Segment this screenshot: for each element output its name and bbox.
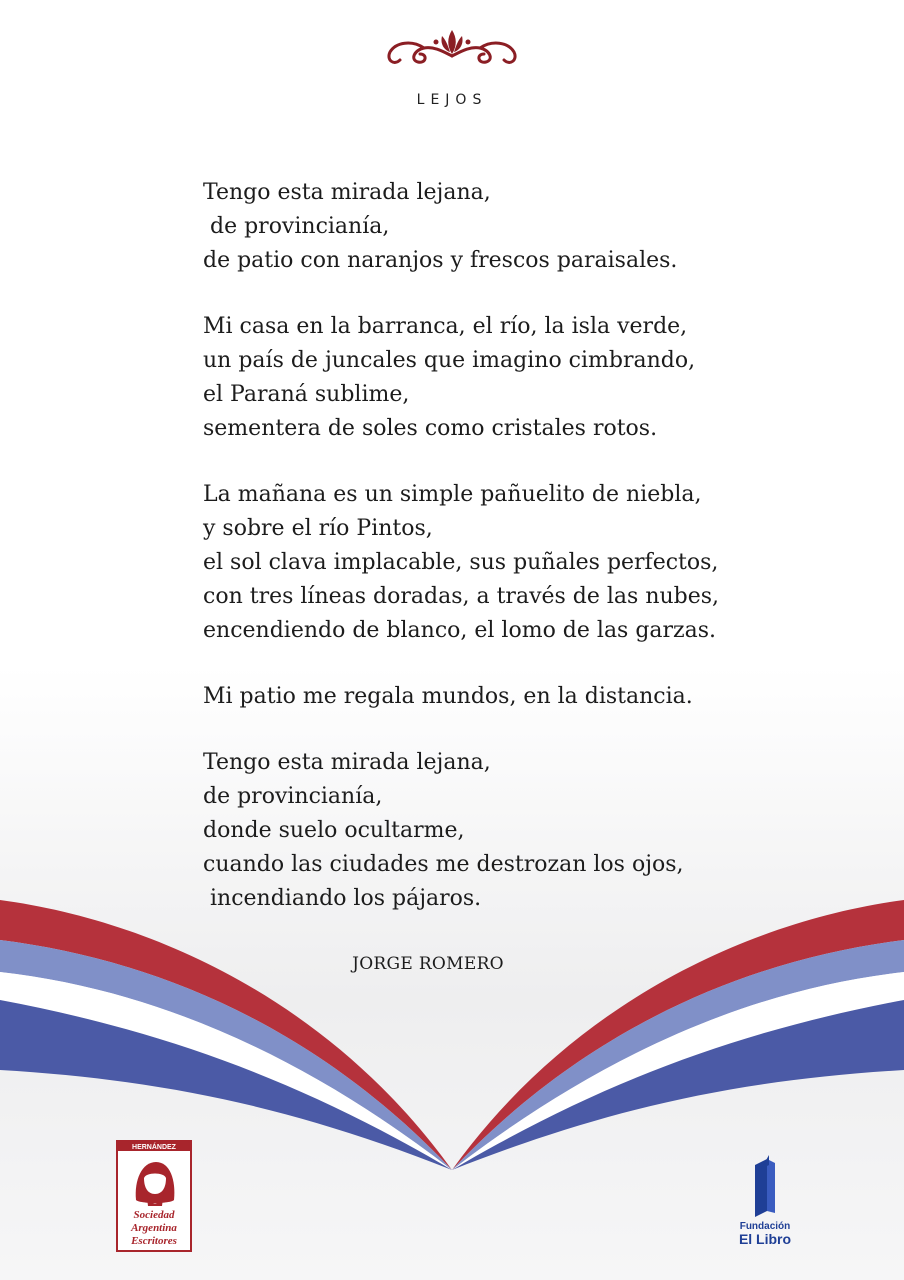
poem-line: de provincianía, [203, 214, 390, 239]
book-icon [737, 1155, 793, 1217]
fundacion-label: Fundación [739, 1221, 791, 1232]
svg-text:Argentina: Argentina [131, 1222, 177, 1234]
poem-line: y sobre el río Pintos, [203, 516, 433, 541]
poem-line: incendiando los pájaros. [203, 886, 482, 911]
sociedad-argentina-escritores-logo [116, 1140, 192, 1252]
svg-text:HERNÁNDEZ: HERNÁNDEZ [132, 1144, 176, 1151]
poem-line: Tengo esta mirada lejana, [203, 750, 491, 775]
stanza [203, 680, 763, 714]
el-libro-label: El Libro [738, 1231, 792, 1247]
poem-line: donde suelo ocultarme, [203, 818, 465, 843]
author-name: JORGE ROMERO [352, 954, 504, 974]
poem-line: un país de juncales que imagino cimbrando, [203, 348, 696, 373]
stanza [203, 478, 763, 648]
poem-line: La mañana es un simple pañuelito de niebla, [203, 482, 702, 507]
poem-line: cuando las ciudades me destrozan los ojos, [203, 852, 684, 877]
stanza [203, 176, 763, 278]
svg-text:Escritores: Escritores [131, 1235, 177, 1247]
poem-line: de provincianía, [203, 784, 383, 809]
stanza [203, 310, 763, 446]
fundacion-el-libro-logo [737, 1155, 793, 1247]
poem-line: encendiendo de blanco, el lomo de las garzas. [203, 618, 717, 643]
poem-line: sementera de soles como cristales rotos. [203, 416, 658, 441]
poem-line: el Paraná sublime, [203, 382, 410, 407]
poem-line: Mi patio me regala mundos, en la distancia. [203, 684, 693, 709]
poem-title: LEJOS [416, 92, 488, 108]
ornament-flourish [384, 26, 520, 70]
poem-line: el sol clava implacable, sus puñales perfectos, [203, 550, 719, 575]
flag-ribbons [0, 880, 904, 1180]
poem-line: Tengo esta mirada lejana, [203, 180, 491, 205]
poem-line: con tres líneas doradas, a través de las nubes, [203, 584, 720, 609]
poem-line: Mi casa en la barranca, el río, la isla verde, [203, 314, 688, 339]
poem-body [203, 176, 763, 948]
svg-text:Sociedad: Sociedad [133, 1209, 175, 1221]
poem-line: de patio con naranjos y frescos paraisales. [203, 248, 678, 273]
